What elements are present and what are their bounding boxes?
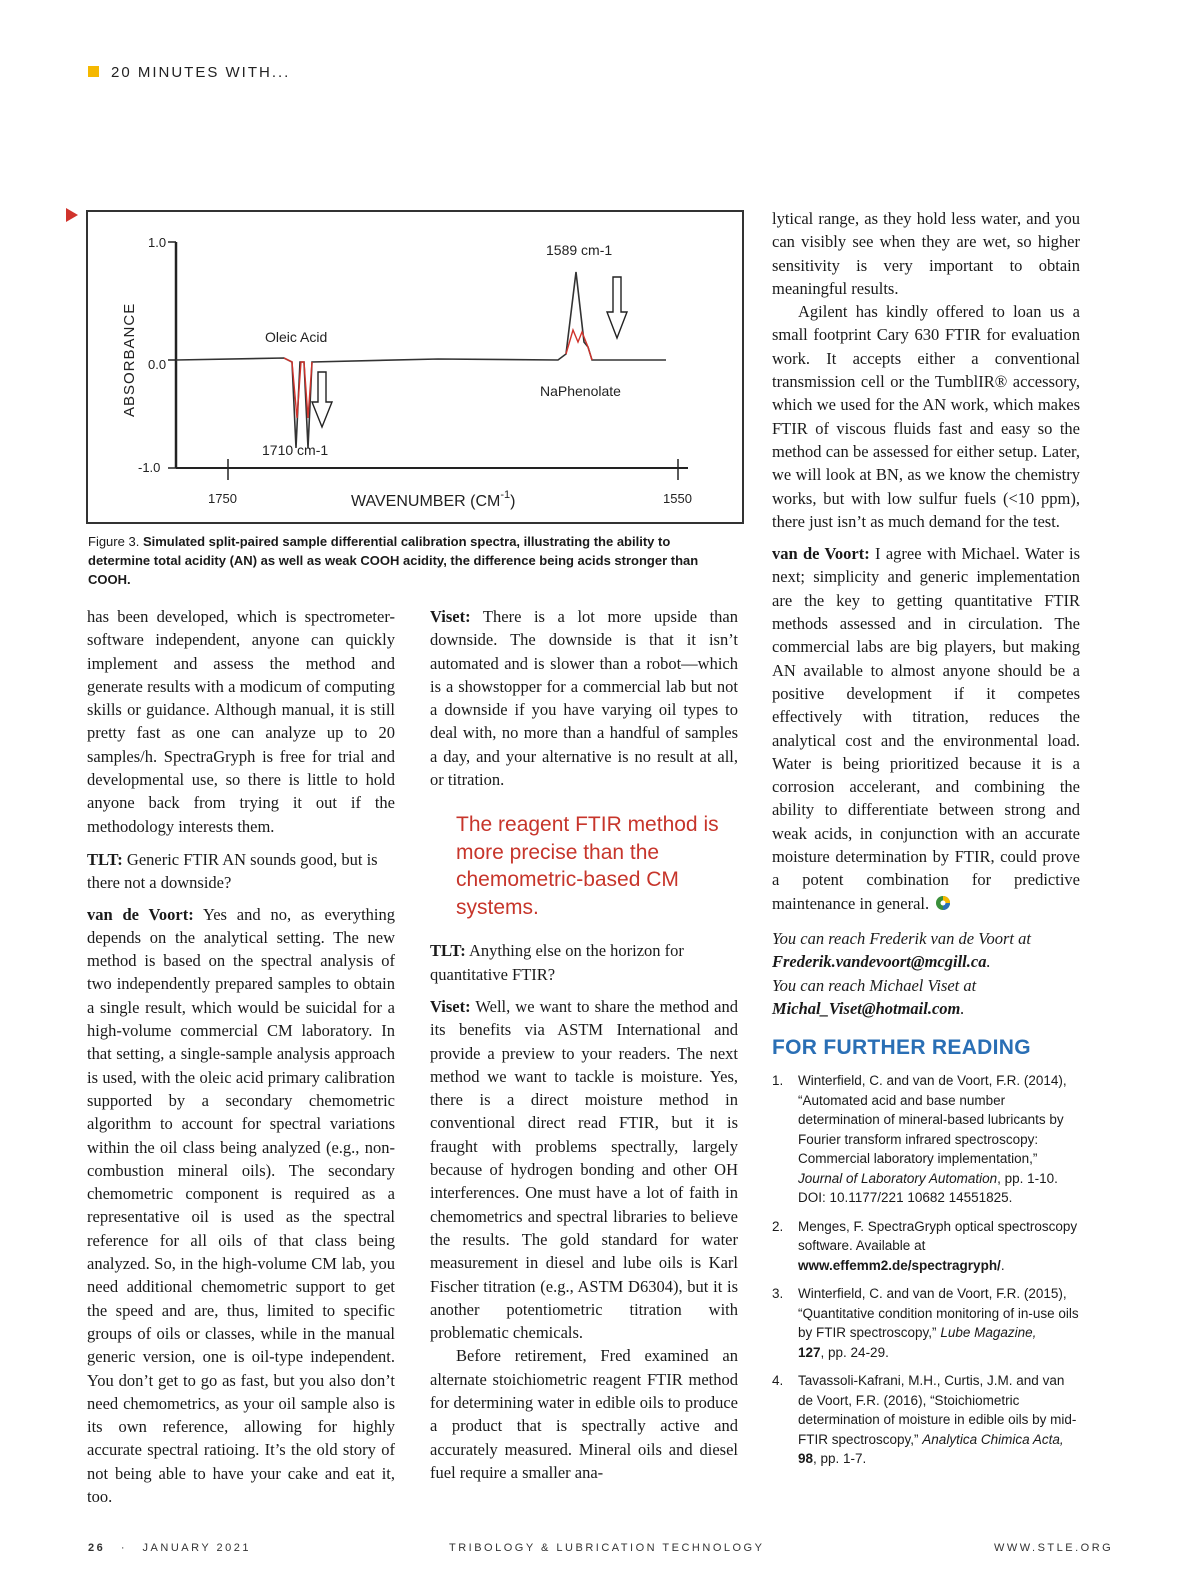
contact-2: You can reach Michael Viset at Michal_Viset@hotmail.com. (772, 975, 977, 1018)
speaker-viset: Viset: (430, 607, 471, 626)
down-arrow-naphenolate-icon (607, 277, 627, 338)
col2-answer-2 (430, 995, 738, 1344)
reference-journal: Journal of Laboratory Automation (798, 1170, 998, 1186)
column-3 (772, 207, 1080, 1478)
contact-1-text: You can reach Frederik van de Voort at (772, 928, 1031, 948)
issue-date: JANUARY 2021 (142, 1542, 252, 1554)
col3-paragraph-2: Agilent has kindly offered to loan us a small footprint Cary 630 FTIR for evaluation work. It accepts either a conventional transmission cell or the TumblIR® accessory, which we used for the AN work, which makes FTIR of viscous fluids fast and easy so the method can be assessed for either setup. Later, we will look at BN, as we know the chemistry works, but with low sulfur fuels (<10 ppm), there just isn’t as much demand for the test. (772, 302, 1080, 531)
website[interactable]: WWW.STLE.ORG (994, 1542, 1114, 1554)
col3-answer (772, 542, 1080, 915)
reference-journal: Lube Magazine, (940, 1325, 1037, 1341)
down-arrow-oleic-icon (312, 372, 332, 427)
stle-end-mark-icon (935, 894, 951, 910)
reference-journal: Analytica Chimica Acta, (922, 1431, 1064, 1447)
answer-text: Yes and no, as everything depends on the analytical setting. The new method is based on the spectral analysis of two independently prepared samples to obtain a single result, which would be suicidal for a high-volume commercial CM laboratory. In that setting, a single-sample analysis approach is used, with the oleic acid primary calibration supported by a secondary chemometric algorithm to account for spectral variations within the oil class being analyzed (e.g., non-combustion mineral oils). The secondary chemometric component is required as a representative oil is used as the spectral reference for all oils of that class being analyzed. So, in the high-volume CM lab, you need additional chemometric support to get the speed and are, thus, limited to specific groups of oils or classes, while in the manual generic version, one is oil-type independent. You don’t get to go as fast, but you also don’t need chemometrics, as your oil sample also is its own reference, allowing for highly accurate spectral ratioing. It’s the old story of not being able to have your cake and eat it, too. (87, 904, 396, 1506)
x-axis-title-main: WAVENUMBER (CM (351, 493, 501, 510)
reference-tail: , pp. 1-10. DOI: 10.1177/221 10682 14551825. (798, 1170, 1058, 1206)
reference-tail: . (1000, 1257, 1005, 1273)
answer-text: There is a lot more upside than downside. The downside is that it isn’t automated and is slower than a robot—which is a showstopper for a commercial lab but not a downside if you have varying oil types to deal with, no more than a handful of samples a day, and your alternative is no result at all, or titration. (430, 607, 739, 790)
contact-1-email[interactable]: Frederik.vandevoort@mcgill.ca (772, 952, 987, 972)
x-tick-label: 1750 (208, 491, 237, 506)
speaker-van-de-voort: van de Voort: (772, 544, 870, 564)
x-axis-title (351, 489, 515, 510)
question-text: Anything else on the horizon for quantitative FTIR? (430, 941, 684, 984)
caption-text: Simulated split-paired sample differential calibration spectra, illustrating the ability to determine total acidity (AN) as well as weak COOH acidity, the difference being acids stronger than COOH. (88, 534, 699, 587)
pull-quote: The reagent FTIR method is more precise than the chemometric-based CM systems. (456, 813, 719, 919)
col3-paragraph-1: lytical range, as they hold less water, and you can visibly see when they are wet, so higher sensitivity is very important to obtain meaningful results. (772, 209, 1080, 298)
reference-volume: 127 (798, 1344, 821, 1360)
spectrum-line-red-naphenolate (566, 330, 592, 360)
reference-url[interactable]: www.effemm2.de/spectragryph/ (798, 1257, 1001, 1273)
reference-number: 4. (772, 1373, 784, 1389)
reference-item (772, 1284, 1080, 1362)
figure-arrow-icon (66, 208, 78, 222)
annotation-1710: 1710 cm-1 (262, 442, 329, 458)
column-2 (430, 605, 738, 1484)
answer-text: Well, we want to share the method and its benefits via ASTM International and provide a preview to your readers. The next method we want to tackle is moisture. Yes, there is a direct moisture method in conventional direct read FTIR, but it is fraught with problems spectrally, largely because of hydrogen bonding and other OH interferences. One must have a lot of faith in chemometrics and spectral libraries to believe the results. The gold standard for water measurement in diesel and lube oils is Karl Fischer titration (e.g., ASTM D6304), but it is another potentiometric titration with problematic chemicals. (430, 996, 738, 1343)
reference-tail: , pp. 24-29. (820, 1344, 889, 1360)
contact-2-text: You can reach Michael Viset at (772, 975, 977, 995)
x-axis-title-sup: -1 (500, 489, 511, 501)
spectrum-line-black (176, 272, 666, 448)
reference-item (772, 1371, 1080, 1469)
reference-text: Tavassoli-Kafrani, M.H., Curtis, J.M. and van de Voort, F.R. (2016), “Stoichiometric determination of moisture in edible oils by mid-FTIR spectroscopy,” (798, 1373, 1077, 1447)
reference-volume: 98 (798, 1451, 814, 1467)
caption-label: Figure 3. (88, 534, 140, 549)
answer-text: I agree with Michael. Water is next; simplicity and generic implementation are the key to getting quantitative FTIR methods assessed and in circulation. The commercial labs are big players, but making AN available to almost anyone should be a positive development if it competes effectively with titration, reduces the analytical cost and the environmental load. Water is being prioritized because it is a corrosion accelerant, and combining the ability to differentiate between strong and weak acids, in conjunction with an accurate moisture determination by FTIR, could prove a potent combination for predictive maintenance in general. (772, 544, 1080, 913)
col2-question (430, 939, 738, 986)
reference-text: Menges, F. SpectraGryph optical spectroscopy software. Available at (798, 1218, 1078, 1254)
y-tick-label: -1.0 (138, 460, 161, 475)
y-axis-title: ABSORBANCE (121, 302, 138, 417)
reference-number: 3. (772, 1286, 784, 1302)
reference-text: Winterfield, C. and van de Voort, F.R. (2015), “Quantitative condition monitoring of in-use oils by FTIR spectroscopy,” (798, 1286, 1079, 1341)
contact-1: You can reach Frederik van de Voort at Frederik.vandevoort@mcgill.ca. (772, 928, 1031, 972)
publication-name: TRIBOLOGY & LUBRICATION TECHNOLOGY (449, 1542, 765, 1554)
reference-tail: , pp. 1-7. (813, 1451, 867, 1467)
question-text: Generic FTIR AN sounds good, but is there not a downside? (87, 849, 378, 893)
section-header (88, 64, 290, 81)
footer-left (88, 1542, 251, 1554)
reference-text: Winterfield, C. and van de Voort, F.R. (2014), “Automated acid and base number determination of mineral-based lubricants by Fourier transform infrared spectroscopy: Commercial laboratory implementation,” (798, 1073, 1067, 1167)
col1-paragraph: has been developed, which is spectrometer-software independent, anyone can quickly implement and assess the method and generate results with a modicum of computing skills or guidance. Although manual, it is still pretty fast as one can analyze up to 20 samples/h. SpectraGryph is free for trial and developmental use, so there is little to hold anyone back from trying it out if the methodology interests them. (87, 607, 395, 836)
section-title: 20 MINUTES WITH... (111, 64, 291, 81)
reference-number: 2. (772, 1218, 784, 1234)
col1-answer (87, 903, 395, 1509)
col2-answer-1 (430, 605, 738, 791)
annotation-1589: 1589 cm-1 (546, 242, 613, 258)
x-tick-label: 1550 (663, 491, 692, 506)
y-tick-label: 0.0 (148, 357, 167, 372)
x-axis-title-close: ) (510, 493, 516, 510)
section-square-icon (88, 66, 99, 77)
reference-list (772, 1071, 1080, 1469)
reference-number: 1. (772, 1073, 784, 1089)
speaker-van-de-voort: van de Voort: (87, 904, 194, 924)
figure-3 (86, 210, 744, 524)
annotation-oleic-acid: Oleic Acid (265, 329, 328, 345)
speaker-tlt: TLT: (430, 941, 466, 961)
further-reading-title: FOR FURTHER READING (772, 1036, 1031, 1060)
reference-item (772, 1071, 1080, 1208)
speaker-viset: Viset: (430, 996, 471, 1016)
reference-item (772, 1217, 1080, 1276)
y-tick-label: 1.0 (148, 235, 167, 250)
contact-2-email[interactable]: Michal_Viset@hotmail.com (772, 998, 961, 1018)
figure-caption (88, 532, 728, 589)
col1-question (87, 848, 395, 895)
spectrum-chart (88, 212, 742, 522)
annotation-naphenolate: NaPhenolate (540, 383, 621, 399)
page-number: 26 (88, 1542, 106, 1554)
column-1 (87, 605, 395, 1508)
col2-paragraph: Before retirement, Fred examined an alternate stoichiometric reagent FTIR method for determining water in edible oils to produce a product that is spectrally active and accurately measured. Mineral oils and diesel fuel require a smaller ana- (430, 1346, 738, 1482)
footer-separator: · (120, 1542, 127, 1554)
speaker-tlt: TLT: (87, 849, 123, 869)
